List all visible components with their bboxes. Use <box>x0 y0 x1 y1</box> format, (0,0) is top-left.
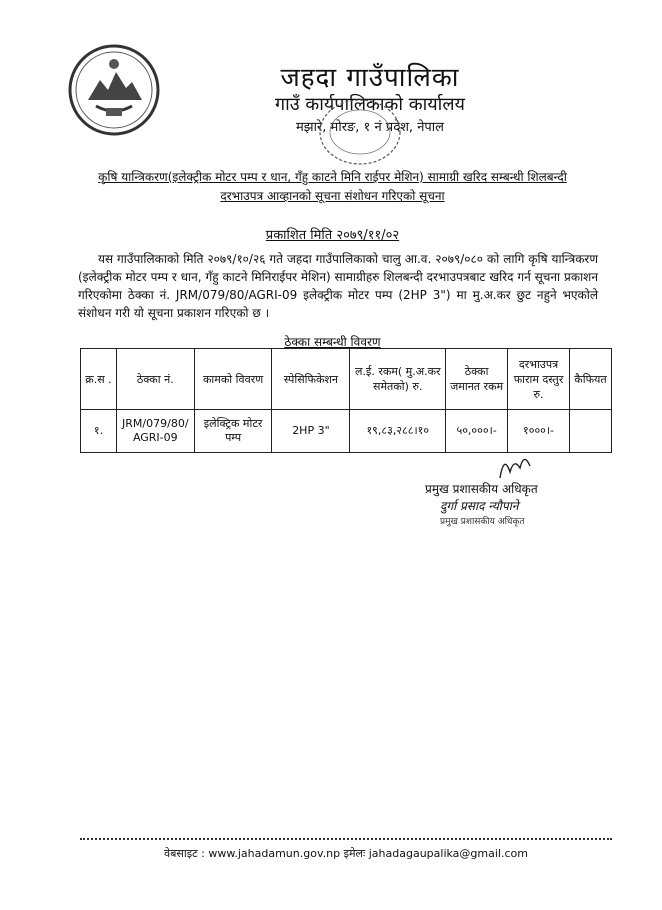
header-description: कामको विवरण <box>194 349 272 410</box>
signatory-title: प्रमुख प्रशासकीय अधिकृत <box>425 482 538 496</box>
website-label: वेबसाइट : <box>164 847 205 860</box>
office-stamp-icon <box>300 92 420 172</box>
subject-line-1: कृषि यान्त्रिकरण(इलेक्ट्रीक मोटर पम्प र धान, गँहु काटने मिनि राईपर मेशिन) सामाग्री खरिद सम्बन्धी शिलबन्दी <box>98 170 567 184</box>
table-header-row <box>81 349 612 410</box>
header-specification: स्पेसिफिकेशन <box>272 349 350 410</box>
header-bid-security: ठेक्का जमानत रकम <box>446 349 508 410</box>
cell-remarks <box>569 410 611 453</box>
website-link[interactable]: www.jahadamun.gov.np <box>208 847 341 860</box>
cell-description: इलेक्ट्रिक मोटर पम्प <box>194 410 272 453</box>
footer-divider <box>80 838 612 840</box>
contract-details-table <box>80 348 612 453</box>
header-contract-no: ठेक्का नं. <box>116 349 194 410</box>
cell-form-fee: १०००।- <box>508 410 570 453</box>
cell-bid-security: ५०,०००।- <box>446 410 508 453</box>
office-subtitle: गाउँ कार्यपालिकाको कार्यालय <box>275 94 465 115</box>
office-name: जहदा गाउँपालिका <box>280 63 460 93</box>
header-form-fee: दरभाउपत्र फाराम दस्तुर रु. <box>508 349 570 410</box>
email-link[interactable]: jahadagaupalika@gmail.com <box>368 847 528 860</box>
office-address: मझारे, मोरङ, १ नं प्रदेश, नेपाल <box>296 120 444 135</box>
header-cost-estimate: ल.ई. रकम( मु.अ.कर समेतको) रु. <box>350 349 446 410</box>
email-label: इमेलः <box>343 847 366 860</box>
cell-specification: 2HP 3" <box>272 410 350 453</box>
notice-subject <box>60 168 605 206</box>
published-date: प्रकाशित मिति २०७९/११/०२ <box>265 228 400 243</box>
subject-line-2: दरभाउपत्र आव्हानको सूचना संशोधन गरिएको सूचना <box>220 189 445 203</box>
cell-contract-no: JRM/079/80/AGRI-09 <box>116 410 194 453</box>
table-title: ठेक्का सम्बन्धी विवरण <box>284 335 381 349</box>
cell-sn: १. <box>81 410 117 453</box>
footer <box>80 846 612 861</box>
header-sn: क्र.स . <box>81 349 117 410</box>
signatory-post: प्रमुख प्रशासकीय अधिकृत <box>440 517 525 527</box>
table-row <box>81 410 612 453</box>
notice-body: यस गाउँपालिकाको मिति २०७९/१०/२६ गते जहदा गाउँपालिकाको चालु आ.व. २०७९/०८० को लागि कृषि यान्त्रिकरण (इलेक्ट्रीक मोटर पम्प र धान, गँहु काटने मिनिराईपर मेशिन) सामाग्रीहरु शिलबन्दी दरभाउपत्रबाट खरिद गर्न सूचना प्रकाशन गरिएकोमा ठेक्का नं. JRM/079/80/AGRI-09 इलेक्ट्रीक मोटर पम्प (2HP 3") मा मु.अ.कर छुट नहुने भएकोले संशोधन गरी यो सूचना प्रकाशन गरिएको छ । <box>78 252 598 320</box>
signatory-name: दुर्गा प्रसाद न्यौपाने <box>440 499 519 513</box>
nepal-emblem-icon <box>66 42 162 138</box>
header-remarks: कैफियत <box>569 349 611 410</box>
cell-cost-estimate: १९,८३,२८८।१० <box>350 410 446 453</box>
